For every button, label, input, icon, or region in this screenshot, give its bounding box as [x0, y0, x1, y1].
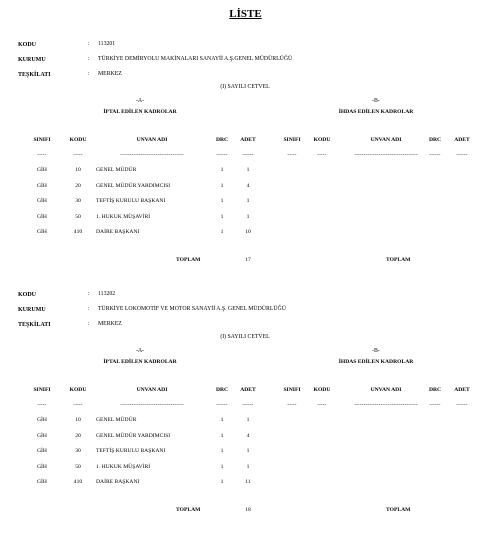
- separator-a-adet: ------: [242, 153, 254, 158]
- row-drc: 1: [220, 182, 224, 189]
- colon: :: [88, 291, 90, 297]
- row-adet: 4: [246, 432, 250, 439]
- row-sinifi: GİH: [37, 198, 47, 204]
- separator-b-sinifi: -----: [287, 153, 297, 158]
- row-adet: 10: [245, 229, 251, 235]
- column-header-a-kodu: KODU: [69, 137, 87, 143]
- side-a-marker: -A-: [135, 348, 145, 354]
- row-adet: 1: [246, 448, 250, 454]
- separator-b-unvan: ----------------------------------: [354, 403, 418, 408]
- colon: :: [88, 41, 90, 47]
- column-header-b-drc: DRC: [428, 137, 442, 143]
- colon: :: [88, 71, 90, 77]
- row-sinifi: GİH: [37, 448, 47, 454]
- column-header-b-kodu: KODU: [313, 387, 331, 393]
- row-unvan: 1. HUKUK MÜŞAVİRİ: [96, 463, 151, 470]
- row-kodu: 410: [73, 229, 83, 235]
- section-teskilati-label: TEŞKİLATI: [18, 72, 51, 78]
- section-kodu-value: 113201: [98, 41, 116, 47]
- row-adet: 1: [246, 198, 250, 204]
- column-header-b-adet: ADET: [454, 387, 470, 393]
- row-adet: 1: [246, 417, 250, 423]
- row-kodu: 30: [75, 198, 81, 204]
- column-header-b-adet: ADET: [454, 137, 470, 143]
- section-teskilati-label: TEŞKİLATI: [18, 322, 51, 328]
- section-kurumu-label: KURUMU: [18, 307, 46, 313]
- row-adet: 1: [246, 213, 250, 220]
- column-header-b-sinifi: SINIFI: [283, 387, 301, 393]
- row-unvan: GENEL MÜDÜR YARDIMCISI: [96, 432, 171, 439]
- column-header-a-drc: DRC: [215, 137, 229, 143]
- cetvel-title: (I) SAYILI CETVEL: [220, 334, 270, 340]
- row-sinifi: GİH: [37, 167, 47, 173]
- column-header-a-unvan: UNVAN ADI: [136, 387, 168, 393]
- section-teskilati-value: MERKEZ: [98, 321, 122, 327]
- separator-b-drc: ------: [429, 153, 441, 158]
- section-kodu-value: 113202: [98, 291, 116, 297]
- separator-a-drc: ------: [216, 153, 228, 158]
- row-drc: 1: [220, 463, 224, 470]
- separator-a-drc: ------: [216, 403, 228, 408]
- column-header-b-unvan: UNVAN ADI: [370, 137, 402, 143]
- row-kodu: 10: [75, 167, 81, 173]
- row-unvan: 1. HUKUK MÜŞAVİRİ: [96, 213, 151, 220]
- separator-a-adet: ------: [242, 403, 254, 408]
- row-unvan: DAİRE BAŞKANI: [96, 229, 140, 235]
- toplam-b-label: TOPLAM: [386, 507, 411, 513]
- row-drc: 1: [220, 229, 224, 235]
- row-sinifi: GİH: [37, 182, 47, 189]
- toplam-a-label: TOPLAM: [176, 507, 201, 513]
- toplam-b-label: TOPLAM: [386, 257, 411, 263]
- row-adet: 1: [246, 463, 250, 470]
- separator-a-unvan: ----------------------------------: [120, 403, 184, 408]
- column-header-a-sinifi: SINIFI: [33, 137, 51, 143]
- row-sinifi: GİH: [37, 229, 47, 235]
- column-header-a-adet: ADET: [240, 137, 256, 143]
- colon: :: [88, 321, 90, 327]
- toplam-a-value: 18: [245, 507, 251, 513]
- row-kodu: 50: [75, 463, 81, 470]
- row-unvan: TEFTİŞ KURULU BAŞKANI: [96, 448, 166, 454]
- row-kodu: 20: [75, 432, 81, 439]
- row-kodu: 20: [75, 182, 81, 189]
- side-b-marker: -B-: [372, 98, 380, 104]
- separator-b-kodu: -----: [317, 153, 327, 158]
- row-drc: 1: [220, 417, 224, 423]
- separator-b-adet: ------: [456, 403, 468, 408]
- row-kodu: 410: [73, 479, 83, 485]
- section-kodu-label: KODU: [18, 292, 36, 298]
- row-sinifi: GİH: [37, 432, 47, 439]
- side-b-title: İHDAS EDİLEN KADROLAR: [338, 109, 414, 115]
- row-drc: 1: [220, 479, 224, 485]
- section-kurumu-label: KURUMU: [18, 57, 46, 63]
- column-header-a-drc: DRC: [215, 387, 229, 393]
- row-drc: 1: [220, 213, 224, 220]
- column-header-b-drc: DRC: [428, 387, 442, 393]
- column-header-a-kodu: KODU: [69, 387, 87, 393]
- separator-a-sinifi: -----: [37, 403, 47, 408]
- separator-b-drc: ------: [429, 403, 441, 408]
- separator-a-unvan: ----------------------------------: [120, 153, 184, 158]
- separator-a-sinifi: -----: [37, 153, 47, 158]
- column-header-a-adet: ADET: [240, 387, 256, 393]
- row-unvan: GENEL MÜDÜR: [96, 167, 137, 173]
- separator-b-adet: ------: [456, 153, 468, 158]
- document-title: LİSTE: [229, 8, 262, 20]
- toplam-a-value: 17: [245, 257, 251, 263]
- row-adet: 4: [246, 182, 250, 189]
- row-unvan: GENEL MÜDÜR: [96, 417, 137, 423]
- row-drc: 1: [220, 432, 224, 439]
- column-header-a-unvan: UNVAN ADI: [136, 137, 168, 143]
- row-unvan: DAİRE BAŞKANI: [96, 479, 140, 485]
- row-sinifi: GİH: [37, 417, 47, 423]
- column-header-b-sinifi: SINIFI: [283, 137, 301, 143]
- row-unvan: TEFTİŞ KURULU BAŞKANI: [96, 198, 166, 204]
- row-adet: 11: [245, 479, 251, 485]
- side-a-title: İPTAL EDİLEN KADROLAR: [103, 109, 177, 115]
- column-header-b-unvan: UNVAN ADI: [370, 387, 402, 393]
- row-drc: 1: [220, 167, 224, 173]
- side-a-marker: -A-: [135, 98, 145, 104]
- section-kurumu-value: TÜRKİYE DEMİRYOLU MAKİNALARI SANAYİİ A.Ş.GENEL MÜDÜRLÜĞÜ: [98, 56, 293, 62]
- colon: :: [88, 56, 90, 62]
- section-kurumu-value: TÜRKİYE LOKOMOTİF VE MOTOR SANAYİİ A.Ş. GENEL MÜDÜRLÜĞÜ: [98, 306, 286, 312]
- row-kodu: 50: [75, 213, 81, 220]
- row-unvan: GENEL MÜDÜR YARDIMCISI: [96, 182, 171, 189]
- row-drc: 1: [220, 448, 224, 454]
- cetvel-title: (I) SAYILI CETVEL: [220, 84, 270, 90]
- row-sinifi: GİH: [37, 213, 47, 220]
- colon: :: [88, 306, 90, 312]
- section-teskilati-value: MERKEZ: [98, 71, 122, 77]
- separator-a-kodu: -----: [73, 403, 83, 408]
- side-a-title: İPTAL EDİLEN KADROLAR: [103, 359, 177, 365]
- row-sinifi: GİH: [37, 479, 47, 485]
- row-adet: 1: [246, 167, 250, 173]
- side-b-marker: -B-: [372, 348, 380, 354]
- column-header-a-sinifi: SINIFI: [33, 387, 51, 393]
- separator-b-sinifi: -----: [287, 403, 297, 408]
- section-kodu-label: KODU: [18, 42, 36, 48]
- toplam-a-label: TOPLAM: [176, 257, 201, 263]
- separator-b-unvan: ----------------------------------: [354, 153, 418, 158]
- separator-a-kodu: -----: [73, 153, 83, 158]
- row-kodu: 10: [75, 417, 81, 423]
- row-drc: 1: [220, 198, 224, 204]
- row-kodu: 30: [75, 448, 81, 454]
- row-sinifi: GİH: [37, 463, 47, 470]
- side-b-title: İHDAS EDİLEN KADROLAR: [338, 359, 414, 365]
- separator-b-kodu: -----: [317, 403, 327, 408]
- column-header-b-kodu: KODU: [313, 137, 331, 143]
